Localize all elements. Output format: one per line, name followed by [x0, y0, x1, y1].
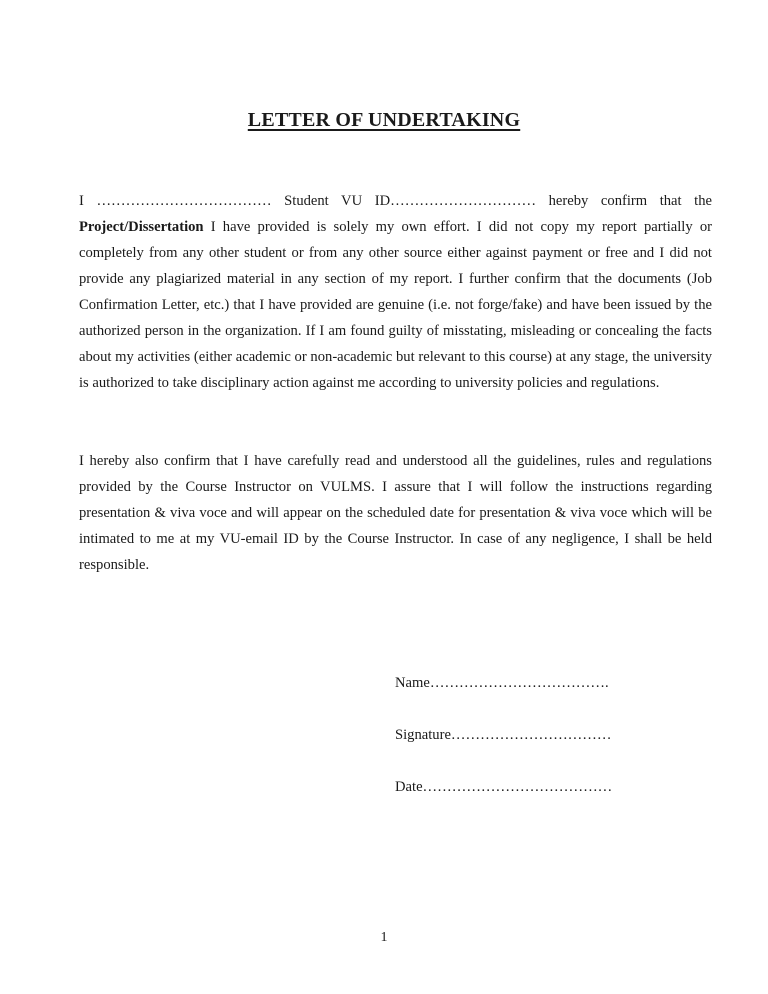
paragraph-confirmation: I hereby also confirm that I have carefully read and understood all the guidelines, rules and regulations provided by the Course Instructor on VULMS. I assure that I will follow the instructions regarding presentation & viva voce and will appear on the scheduled date for presentation & viva voce which will be intimated to me at my VU-email ID by the Course Instructor. In case of any negligence, I shall be held responsible. [79, 453, 712, 573]
date-field: Date………………………………… [395, 779, 613, 795]
document-title: LETTER OF UNDERTAKING [247, 109, 521, 131]
document-title-wrapper [0, 97, 768, 134]
project-dissertation-term: Project/Dissertation [79, 219, 204, 235]
signature-field: Signature…………………………… [395, 727, 612, 743]
page-number: 1 [380, 930, 388, 945]
paragraph-declaration [79, 188, 712, 396]
name-field: Name………………………………. [395, 675, 609, 691]
paragraph-declaration-intro: I ……………………………… Student VU ID………………………… hereby confirm that the [79, 193, 712, 209]
paragraph-declaration-body: I have provided is solely my own effort. I did not copy my report partially or completely from any other student or from any other source either against payment or free and I did not provide any plagiarized material in any section of my report. I further confirm that the documents (Job Confirmation Letter, etc.) that I have provided are genuine (i.e. not forge/fake) and have been issued by the authorized person in the organization. If I am found guilty of misstating, misleading or concealing the facts about my activities (either academic or non-academic but relevant to this course) at any stage, the university is authorized to take disciplinary action against me according to university policies and regulations. [79, 219, 712, 391]
